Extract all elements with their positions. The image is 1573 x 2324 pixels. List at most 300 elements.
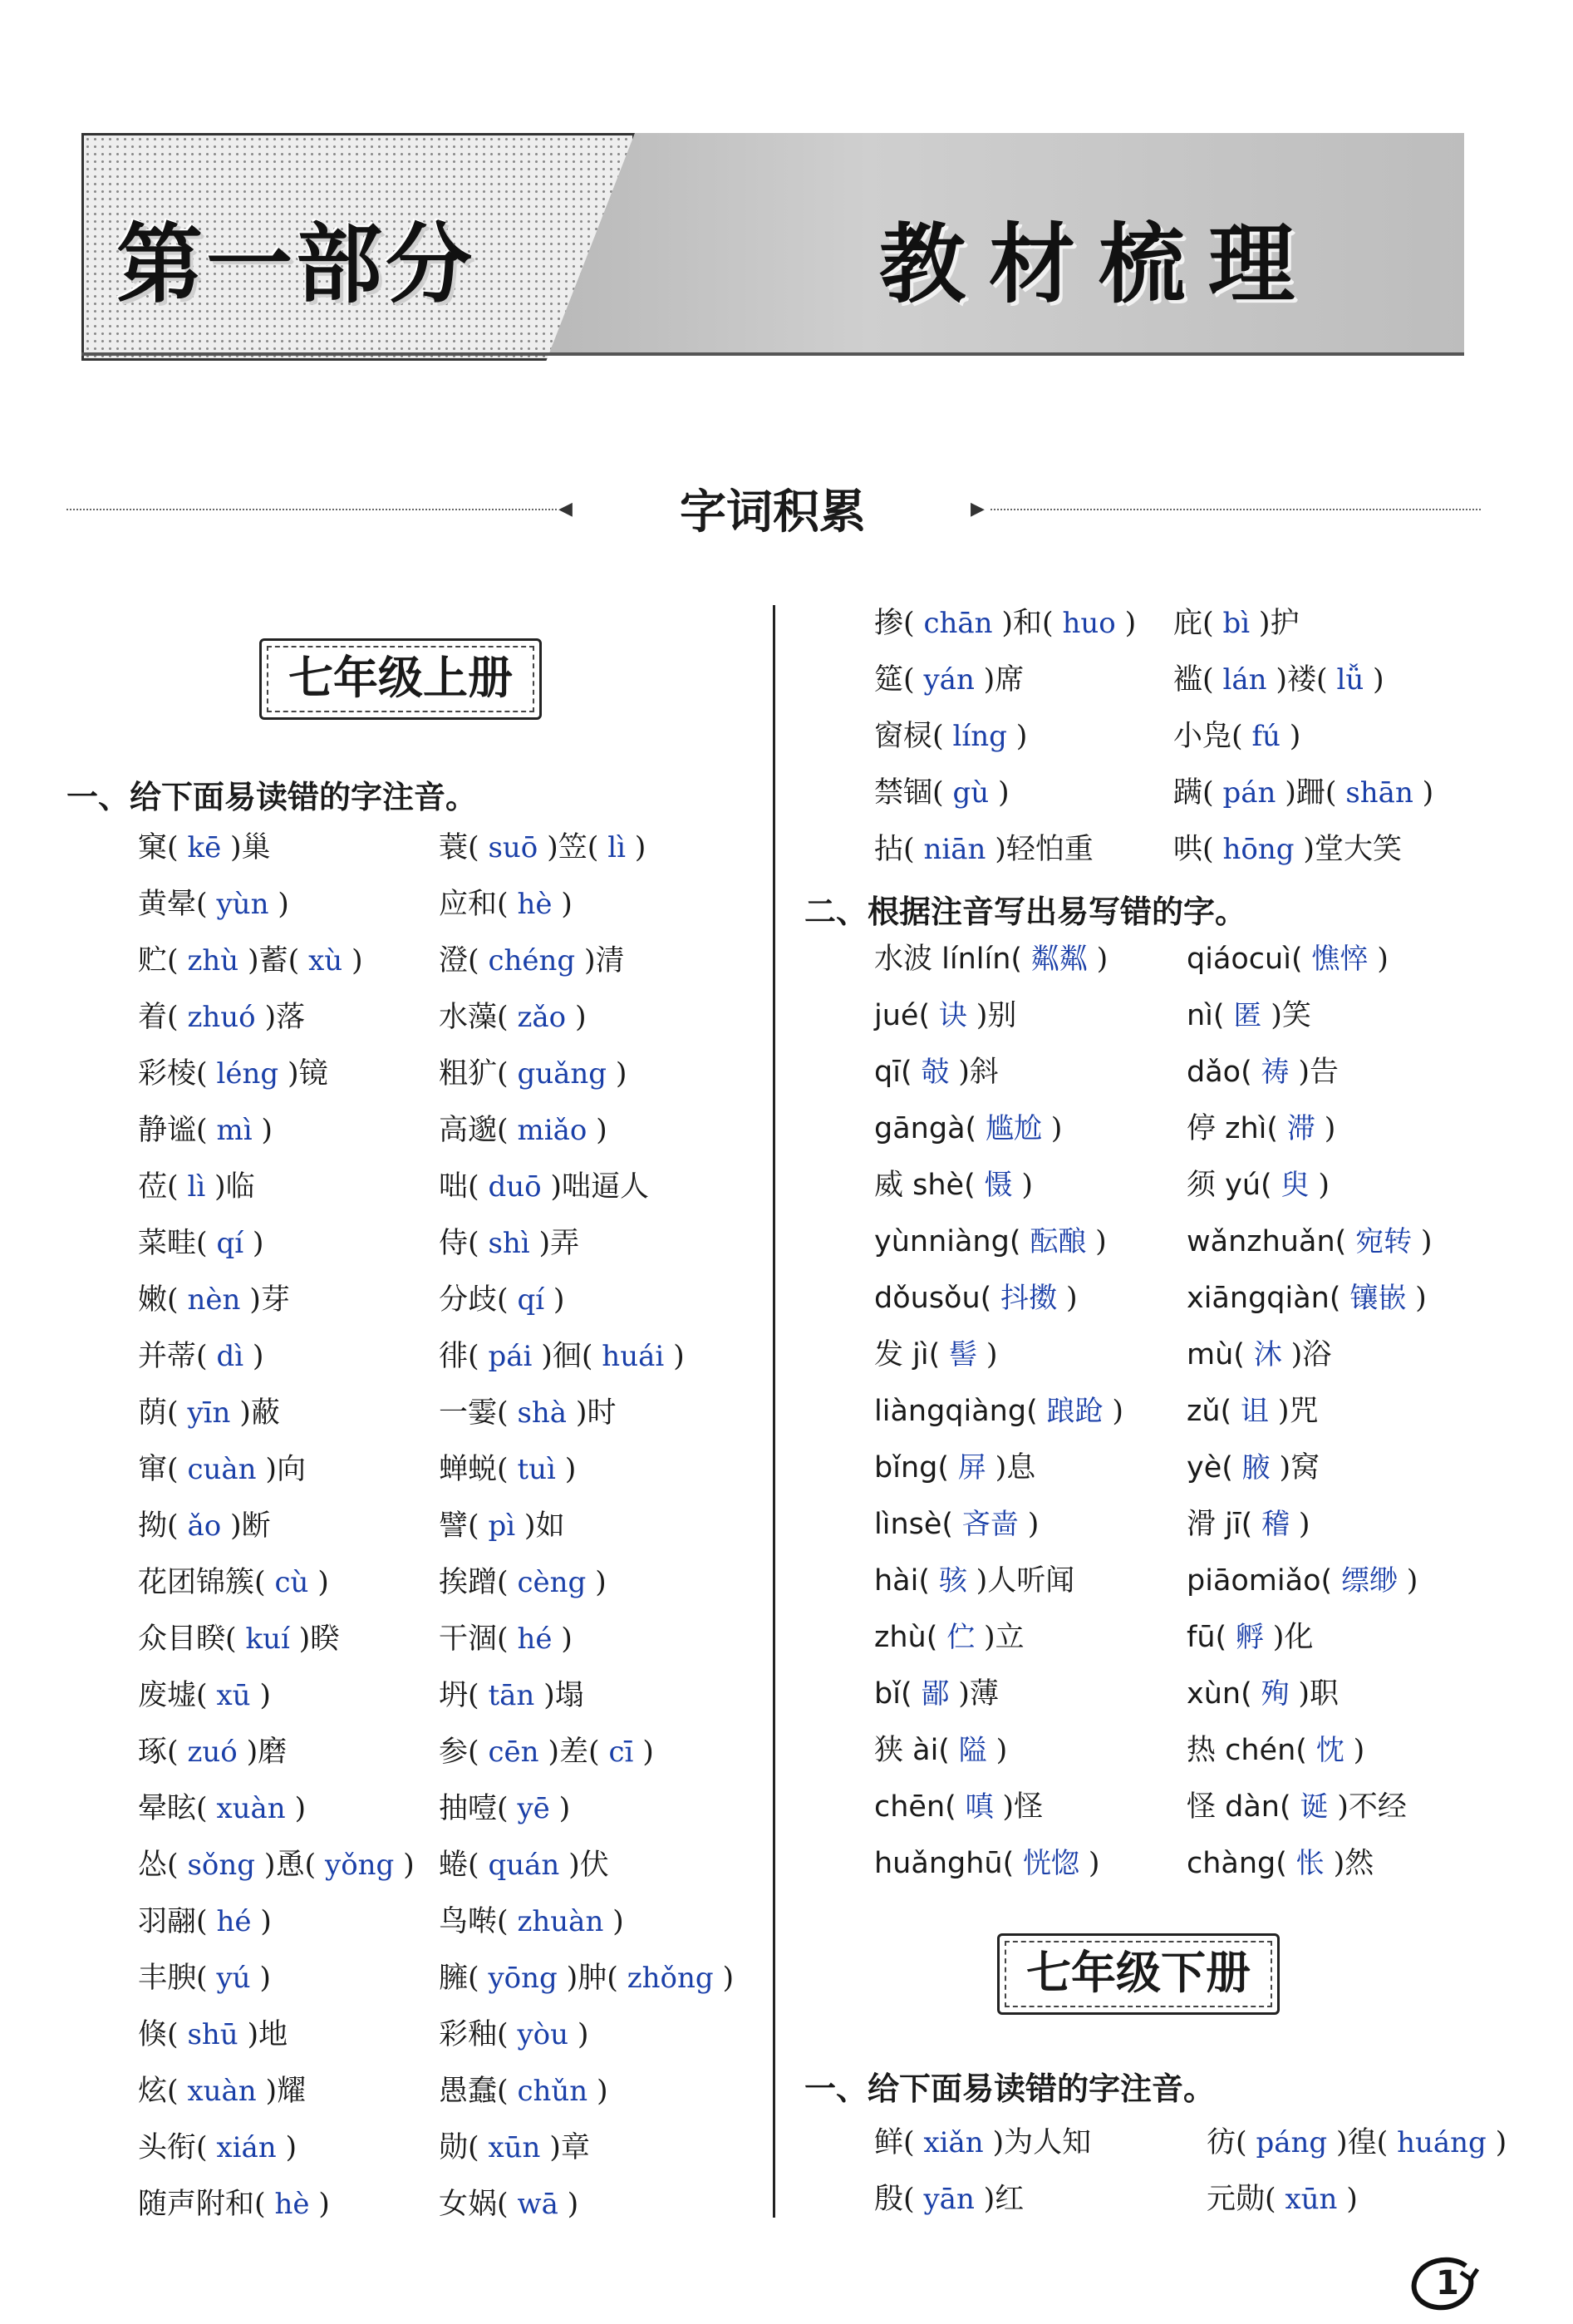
vocab-entry — [1187, 1335, 1331, 1375]
entry-answer: 抖擞 — [991, 1282, 1066, 1315]
entry-prompt: 随声附和( — [138, 2188, 266, 2221]
entry-prompt: 水藻( — [439, 1001, 509, 1034]
entry-answer: 诅 — [1231, 1395, 1278, 1428]
section-title: 教材梳理 — [879, 214, 1319, 315]
entry-answer: 髻 — [940, 1338, 986, 1371]
vocab-entry — [1187, 1617, 1313, 1657]
vocab-entry — [874, 1278, 1078, 1318]
entry-answer: 怅 — [1286, 1847, 1334, 1880]
entry-text: )别 — [976, 999, 1017, 1032]
entry-prompt: 众目睽( — [138, 1622, 237, 1656]
entry-prompt: 并蒂( — [138, 1340, 208, 1373]
entry-prompt: 勋( — [439, 2131, 479, 2164]
entry-prompt: 滑 jī( — [1187, 1508, 1253, 1541]
entry-prompt: 坍( — [439, 1679, 479, 1712]
entry-answer: lì — [178, 1170, 215, 1204]
vocab-entry — [138, 1958, 271, 1998]
entry-text: )笠( — [547, 831, 599, 864]
entry-prompt: 臃( — [439, 1962, 479, 1995]
entry-prompt: 怂( — [138, 1849, 179, 1882]
entry-text: ) — [1021, 1169, 1034, 1202]
entry-answer: 忱 — [1306, 1734, 1354, 1767]
entry-text: ) — [1298, 1508, 1310, 1541]
entry-prompt: 干涸( — [439, 1622, 509, 1656]
vocab-entry — [138, 1789, 306, 1829]
entry-text: ) — [986, 1338, 998, 1371]
entry-prompt: 黄晕( — [138, 888, 208, 921]
vocab-entry — [138, 2184, 330, 2224]
entry-answer: cèng — [508, 1566, 596, 1599]
entry-prompt: 鸟啭( — [439, 1905, 509, 1938]
entry-answer: 憔悴 — [1302, 943, 1378, 976]
entry-prompt: zǔ( — [1187, 1395, 1232, 1428]
entry-answer: huáng — [1388, 2126, 1496, 2159]
entry-text: ) — [351, 944, 363, 977]
entry-answer: xuàn — [178, 2075, 266, 2108]
vocab-entry — [138, 1450, 306, 1489]
vocab-entry — [1187, 1448, 1320, 1488]
entry-answer: xuàn — [207, 1792, 295, 1825]
heading-right-arrow-icon: ▶ — [971, 499, 985, 519]
entry-answer: lì — [598, 831, 635, 864]
entry-answer: wā — [508, 2188, 568, 2221]
entry-text: ) — [1096, 943, 1108, 976]
entry-text: ) — [1377, 943, 1389, 976]
entry-prompt: qī( — [874, 1056, 912, 1089]
entry-text: )芽 — [249, 1283, 290, 1317]
entry-prompt: 炫( — [138, 2075, 179, 2108]
entry-text: ) — [285, 2131, 297, 2164]
vocab-entry — [874, 1052, 999, 1092]
vocab-entry — [1187, 996, 1311, 1036]
entry-text: )告 — [1298, 1056, 1340, 1089]
entry-answer: zhuó — [178, 1001, 265, 1034]
entry-prompt: hài( — [874, 1564, 931, 1598]
entry-answer: lán — [1213, 663, 1276, 697]
entry-answer: 沐 — [1244, 1338, 1291, 1371]
entry-text: )咄逼人 — [550, 1170, 650, 1204]
entry-text: )轻怕重 — [995, 833, 1094, 866]
entry-answer: hé — [207, 1905, 261, 1938]
entry-answer: tān — [479, 1679, 544, 1712]
entry-answer: 伫 — [937, 1621, 985, 1654]
vocab-entry — [138, 1619, 339, 1659]
entry-text: ) — [577, 2018, 589, 2051]
entry-answer: chān — [914, 607, 1002, 640]
entry-text: ) — [317, 1566, 329, 1599]
vocab-entry — [138, 1732, 287, 1772]
vocab-entry — [874, 1617, 1025, 1657]
heading-rule-left — [66, 509, 557, 510]
entry-text: ) — [252, 1340, 264, 1373]
entry-prompt: 花团锦簇( — [138, 1566, 266, 1599]
entry-text: ) — [1112, 1395, 1124, 1428]
page-number: 1 — [1408, 2254, 1479, 2314]
vocab-entry — [1187, 939, 1389, 979]
entry-answer: lǚ — [1327, 663, 1374, 697]
entry-prompt: 发 jì( — [874, 1338, 941, 1371]
entry-answer: 踉跄 — [1037, 1395, 1113, 1428]
entry-text: ) — [673, 1340, 685, 1373]
entry-text: )人听闻 — [976, 1564, 1075, 1598]
entry-prompt: 狭 ài( — [874, 1734, 950, 1767]
entry-text: ) — [561, 1622, 573, 1656]
entry-answer: yǒng — [316, 1849, 404, 1882]
entry-answer: chéng — [479, 944, 584, 977]
vocab-entry — [439, 1563, 607, 1603]
vocab-entry — [1187, 1165, 1330, 1205]
entry-answer: guǎng — [508, 1057, 616, 1091]
entry-answer: 酝酿 — [1020, 1225, 1096, 1258]
vocab-entry — [1187, 1561, 1418, 1601]
entry-text: ) — [1346, 2183, 1358, 2216]
entry-answer: yùn — [207, 888, 278, 921]
entry-text: ) — [995, 1734, 1008, 1767]
entry-text: )落 — [264, 1001, 306, 1034]
entry-text: ) — [1015, 720, 1028, 753]
entry-text: ) — [1353, 1734, 1365, 1767]
entry-text: )清 — [584, 944, 625, 977]
vocab-entry — [439, 1789, 570, 1829]
entry-prompt: dǒusǒu( — [874, 1282, 992, 1315]
entry-answer: qí — [508, 1283, 553, 1317]
entry-text: ) — [259, 1962, 272, 1995]
entry-answer: zuó — [178, 1736, 247, 1769]
entry-prompt: bǐng( — [874, 1451, 949, 1485]
vocab-entry — [874, 1335, 998, 1375]
vocab-entry — [439, 2128, 590, 2168]
entry-prompt: 抽噎( — [439, 1792, 509, 1825]
entry-text: ) — [1050, 1112, 1063, 1145]
grade-box-upper: 七年级上册 — [259, 638, 542, 720]
vocab-entry — [138, 997, 305, 1037]
entry-text: )跚( — [1285, 776, 1337, 810]
vocab-entry — [1187, 1278, 1427, 1318]
vocab-entry — [874, 1674, 999, 1714]
entry-text: )席 — [983, 663, 1025, 697]
vocab-entry — [874, 716, 1027, 756]
entry-text: ) — [615, 1057, 627, 1091]
vocab-entry — [138, 1676, 271, 1716]
entry-prompt: 水波 línlín( — [874, 943, 1023, 976]
vocab-entry — [439, 1732, 654, 1772]
entry-answer: 腋 — [1232, 1451, 1280, 1485]
vocab-entry — [439, 1450, 576, 1489]
entry-prompt: 头衔( — [138, 2131, 208, 2164]
entry-answer: zhǒng — [617, 1962, 723, 1995]
entry-prompt: 小凫( — [1173, 720, 1243, 753]
entry-answer: líng — [943, 720, 1016, 753]
entry-answer: 嗔 — [956, 1790, 1003, 1824]
entry-prompt: 应和( — [439, 888, 509, 921]
vocab-entry — [1207, 2179, 1358, 2219]
entry-prompt: 侍( — [439, 1227, 479, 1260]
vocab-entry — [1173, 603, 1300, 643]
vocab-entry — [874, 1222, 1107, 1262]
vocab-entry — [138, 1224, 264, 1263]
entry-text: )章 — [549, 2131, 590, 2164]
entry-text: ) — [252, 1227, 264, 1260]
heading-left-arrow-icon: ◀ — [558, 499, 573, 519]
entry-prompt: 莅( — [138, 1170, 179, 1204]
entry-prompt: 嫩( — [138, 1283, 179, 1317]
entry-text: ) — [259, 1679, 271, 1712]
entry-answer: xù — [299, 944, 351, 977]
entry-answer: cī — [599, 1736, 643, 1769]
entry-answer: yòu — [508, 2018, 578, 2051]
entry-prompt: 澄( — [439, 944, 479, 977]
vocab-entry — [138, 1167, 255, 1207]
entry-prompt: mù( — [1187, 1338, 1245, 1371]
entry-text: )如 — [524, 1509, 565, 1543]
entry-answer: sǒng — [178, 1849, 264, 1882]
section-heading: 字词积累 — [680, 485, 866, 539]
vocab-entry — [439, 1506, 565, 1546]
entry-text: )窝 — [1279, 1451, 1320, 1485]
entry-answer: kuí — [236, 1622, 299, 1656]
heading-rule-right — [990, 509, 1481, 510]
entry-prompt: 琢( — [138, 1736, 179, 1769]
vocab-entry — [439, 1337, 685, 1376]
entry-text: )镜 — [287, 1057, 328, 1091]
entry-prompt: jué( — [874, 999, 931, 1032]
entry-prompt: 元勋( — [1207, 2183, 1276, 2216]
entry-text: )咒 — [1277, 1395, 1319, 1428]
entry-text: )临 — [214, 1170, 255, 1204]
entry-answer: niān — [914, 833, 995, 866]
entry-text: )斜 — [958, 1056, 999, 1089]
vocab-entry — [439, 2071, 608, 2111]
entry-prompt: huǎnghū( — [874, 1847, 1015, 1880]
grade-box-lower: 七年级下册 — [997, 1933, 1280, 2015]
entry-text: ) — [1422, 776, 1434, 810]
entry-text: ) — [595, 1566, 607, 1599]
entry-text: ) — [1415, 1282, 1427, 1315]
entry-answer: shān — [1336, 776, 1423, 810]
entry-prompt: xiāngqiàn( — [1187, 1282, 1341, 1315]
entry-prompt: 蓑( — [439, 831, 479, 864]
entry-prompt: 殷( — [874, 2183, 915, 2216]
entry-prompt: gāngà( — [874, 1112, 977, 1145]
entry-text: ) — [553, 1283, 565, 1317]
entry-answer: zhuàn — [508, 1905, 613, 1938]
entry-prompt: 掺( — [874, 607, 915, 640]
entry-answer: 匿 — [1224, 999, 1271, 1032]
vocab-entry — [439, 1224, 579, 1263]
entry-prompt: 威 shè( — [874, 1169, 976, 1202]
entry-prompt: 徘( — [439, 1340, 479, 1373]
vocab-entry — [439, 1958, 734, 1998]
entry-answer: zhù — [178, 944, 248, 977]
entry-prompt: 废墟( — [138, 1679, 208, 1712]
entry-answer: léng — [207, 1057, 288, 1091]
entry-answer: hè — [265, 2188, 319, 2221]
entry-text: )磨 — [246, 1736, 288, 1769]
vocab-entry — [1187, 1787, 1407, 1827]
entry-text: )时 — [575, 1396, 617, 1430]
entry-text: ) — [1095, 1225, 1107, 1258]
entry-answer: gù — [943, 776, 998, 810]
entry-text: )断 — [230, 1509, 271, 1543]
vocab-entry — [439, 2184, 578, 2224]
vocab-entry — [138, 884, 289, 924]
entry-answer: mì — [207, 1114, 262, 1147]
vocab-entry — [439, 1280, 565, 1320]
entry-text: ) — [403, 1849, 415, 1882]
vocab-entry — [874, 660, 1024, 700]
entry-answer: 滞 — [1278, 1112, 1325, 1145]
vocab-entry — [874, 1109, 1062, 1149]
entry-text: )塌 — [543, 1679, 584, 1712]
entry-text: ) — [558, 1792, 571, 1825]
entry-text: )薄 — [958, 1677, 999, 1711]
entry-prompt: 彩釉( — [439, 2018, 509, 2051]
entry-text: ) — [564, 1453, 577, 1486]
vocab-entry — [439, 1393, 617, 1433]
entry-text: )化 — [1272, 1621, 1314, 1654]
entry-answer: 隘 — [949, 1734, 996, 1767]
entry-prompt: chēn( — [874, 1790, 956, 1824]
entry-answer: pán — [1213, 776, 1285, 810]
vocab-entry — [1173, 830, 1402, 869]
vocab-entry — [138, 1902, 272, 1942]
question-3-title: 一、给下面易读错的字注音。 — [804, 2070, 1216, 2107]
entry-answer: yē — [508, 1792, 559, 1825]
entry-answer: hé — [508, 1622, 562, 1656]
entry-prompt: bǐ( — [874, 1677, 912, 1711]
entry-prompt: 菜畦( — [138, 1227, 208, 1260]
entry-text: )笑 — [1271, 999, 1311, 1032]
entry-prompt: 羽翮( — [138, 1905, 208, 1938]
entry-text: )肿( — [566, 1962, 618, 1995]
vocab-entry — [138, 1337, 264, 1376]
vocab-entry — [1207, 2123, 1507, 2163]
entry-answer: 宛转 — [1346, 1225, 1421, 1258]
entry-prompt: 彩棱( — [138, 1057, 208, 1091]
vocab-entry — [439, 884, 573, 924]
vocab-entry — [138, 941, 363, 981]
entry-prompt: 哄( — [1173, 833, 1214, 866]
entry-text: ) — [1495, 2126, 1507, 2159]
vocab-entry — [439, 1054, 627, 1094]
entry-prompt: 彷( — [1207, 2126, 1247, 2159]
entry-prompt: liàngqiàng( — [874, 1395, 1038, 1428]
vocab-entry — [1187, 1052, 1339, 1092]
entry-answer: nèn — [178, 1283, 250, 1317]
entry-text: )弄 — [538, 1227, 580, 1260]
part-banner — [81, 133, 1464, 356]
entry-text: ) — [318, 2188, 330, 2221]
vocab-entry — [1187, 1109, 1335, 1149]
entry-prompt: 晕眩( — [138, 1792, 208, 1825]
entry-prompt: chàng( — [1187, 1847, 1287, 1880]
entry-prompt: 褴( — [1173, 663, 1214, 697]
entry-text: )蔽 — [239, 1396, 280, 1430]
vocab-entry — [138, 2128, 297, 2168]
vocab-entry — [439, 1110, 607, 1150]
vocab-entry — [874, 2179, 1024, 2219]
entry-prompt: 拗( — [138, 1509, 179, 1543]
entry-answer: hōng — [1213, 833, 1304, 866]
entry-text: )堂大笑 — [1303, 833, 1402, 866]
vocab-entry — [138, 2015, 288, 2055]
entry-text: ) — [561, 888, 573, 921]
vocab-entry — [439, 1167, 649, 1207]
vocab-entry — [138, 1845, 415, 1885]
vocab-entry — [439, 1619, 573, 1659]
entry-prompt: 停 zhì( — [1187, 1112, 1279, 1145]
entry-text: )睽 — [298, 1622, 340, 1656]
entry-text: ) — [596, 1114, 607, 1147]
entry-answer: quán — [479, 1849, 569, 1882]
entry-text: ) — [1088, 1847, 1100, 1880]
vocab-entry — [439, 1845, 609, 1885]
entry-prompt: 窗棂( — [874, 720, 944, 753]
entry-text: ) — [294, 1792, 307, 1825]
entry-answer: 缥缈 — [1332, 1564, 1407, 1598]
vocab-entry — [439, 1902, 624, 1942]
entry-answer: xián — [207, 2131, 286, 2164]
entry-answer: cēn — [479, 1736, 548, 1769]
entry-answer: pái — [479, 1340, 542, 1373]
entry-prompt: lìnsè( — [874, 1508, 954, 1541]
entry-text: ) — [1420, 1225, 1433, 1258]
entry-prompt: 禁锢( — [874, 776, 944, 810]
vocab-entry — [874, 996, 1016, 1036]
entry-answer: zǎo — [508, 1001, 575, 1034]
entry-answer: tuì — [508, 1453, 565, 1486]
vocab-entry — [1187, 1674, 1339, 1714]
entry-text: ) — [567, 2188, 579, 2221]
entry-prompt: 须 yú( — [1187, 1169, 1272, 1202]
entry-answer: 恍惚 — [1014, 1847, 1089, 1880]
entry-answer: suō — [479, 831, 548, 864]
vocab-entry — [1173, 773, 1433, 813]
entry-answer: 慑 — [975, 1169, 1022, 1202]
vocab-entry — [874, 1561, 1074, 1601]
entry-answer: 屏 — [949, 1451, 995, 1485]
vocab-entry — [1187, 1504, 1310, 1544]
entry-text: ) — [1124, 607, 1137, 640]
entry-prompt: 着( — [138, 1001, 179, 1034]
entry-answer: 臾 — [1271, 1169, 1319, 1202]
entry-answer: kē — [178, 831, 230, 864]
entry-text: )地 — [247, 2018, 288, 2051]
entry-prompt: nì( — [1187, 999, 1225, 1032]
entry-prompt: 怪 dàn( — [1187, 1790, 1291, 1824]
entry-prompt: dǎo( — [1187, 1056, 1252, 1089]
entry-text: ) — [1324, 1112, 1336, 1145]
entry-text: )褛( — [1276, 663, 1328, 697]
entry-text: ) — [574, 1001, 587, 1034]
vocab-entry — [439, 2015, 589, 2055]
entry-prompt: 蹒( — [1173, 776, 1214, 810]
vocab-entry — [138, 1506, 271, 1546]
entry-answer: 攲 — [912, 1056, 959, 1089]
vocab-entry — [439, 828, 646, 868]
entry-prompt: 咄( — [439, 1170, 479, 1204]
entry-prompt: 热 chén( — [1187, 1734, 1307, 1767]
entry-prompt: 荫( — [138, 1396, 179, 1430]
entry-prompt: zhù( — [874, 1621, 938, 1654]
entry-prompt: yè( — [1187, 1451, 1233, 1485]
entry-answer: shū — [178, 2018, 248, 2051]
entry-text: ) — [278, 888, 289, 921]
entry-prompt: 窜( — [138, 1453, 179, 1486]
vocab-entry — [874, 1844, 1100, 1883]
entry-prompt: fū( — [1187, 1621, 1227, 1654]
entry-answer: shà — [508, 1396, 576, 1430]
